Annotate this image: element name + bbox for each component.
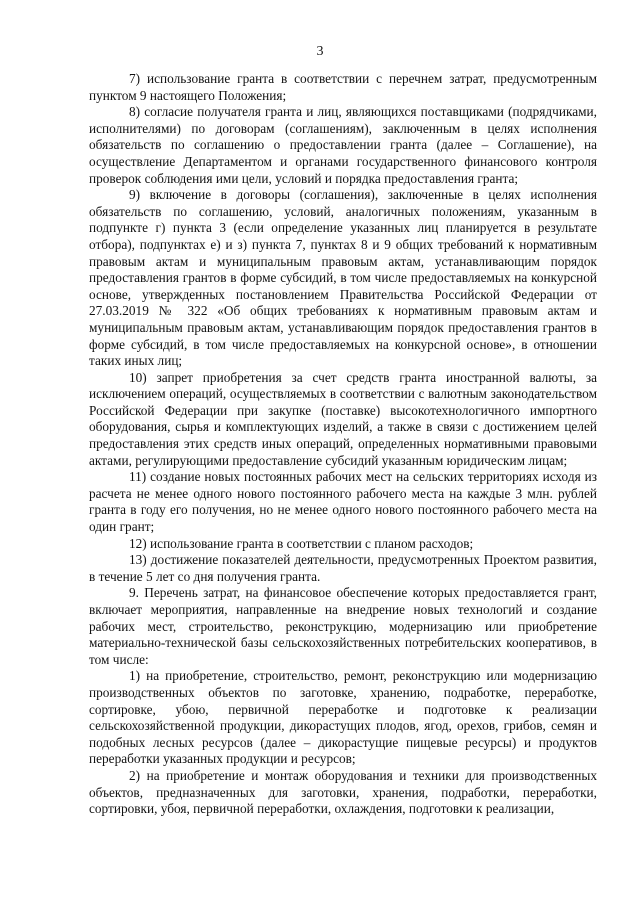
paragraph-subitem-1: 1) на приобретение, строительство, ремонт, реконструкцию или модернизацию производственных объектов по заготовке, хранению, подработке, переработке, сортировке, убою, первичной переработке и подготовке к реализации сельскохозяйственной продукции, дикорастущих плодов, ягод, орехов, грибов, семян и подобных лесных ресурсов (далее – дикорастущие пищевые ресурсы) и продуктов переработки указанных продукции и ресурсов;: [89, 668, 597, 767]
paragraph-item-13: 13) достижение показателей деятельности, предусмотренных Проектом развития, в течение 5 лет со дня получения гранта.: [89, 552, 597, 584]
paragraph-item-8: 8) согласие получателя гранта и лиц, являющихся поставщиками (подрядчиками, исполнителями) по договорам (соглашениям), заключенным в целях исполнения обязательств по соглашению о предоставлении гранта (далее – Соглашение), на осуществление Департаментом и органами государственного финансового контроля проверок соблюдения ими цели, условий и порядка предоставления гранта;: [89, 104, 597, 186]
paragraph-item-11: 11) создание новых постоянных рабочих мест на сельских территориях исходя из расчета не менее одного нового постоянного рабочего места на каждые 3 млн. рублей гранта в году его получения, но не менее одного нового постоянного рабочего места на один грант;: [89, 469, 597, 535]
paragraph-item-9: 9) включение в договоры (соглашения), заключенные в целях исполнения обязательств по соглашению, условий, аналогичных положениям, указанным в подпункте г) пункта 3 (если определение указанных лиц планируется в результате отбора), подпунктах е) и з) пункта 7, пунктах 8 и 9 общих требований к нормативным правовым актам и муниципальным правовым актам, устанавливающим порядок предоставления грантов в форме субсидий, в том числе предоставляемых на конкурсной основе, утвержденных постановлением Правительства Российской Федерации от 27.03.2019 № 322 «Об общих требованиях к нормативным правовым актам и муниципальным правовым актам, устанавливающим порядок предоставления грантов в форме субсидий, в том числе предоставляемых на конкурсной основе», в отношении таких иных лиц;: [89, 187, 597, 369]
page-number: 3: [316, 44, 324, 59]
document-body: [89, 71, 597, 818]
paragraph-item-12: 12) использование гранта в соответствии с планом расходов;: [129, 535, 474, 551]
paragraph-item-10: 10) запрет приобретения за счет средств гранта иностранной валюты, за исключением операций, осуществляемых в соответствии с валютным законодательством Российской Федерации при закупке (поставке) высокотехнологичного импортного оборудования, сырья и комплектующих изделий, а также в связи с достижением целей предоставления этих средств иных операций, определенных нормативными правовыми актами, регулирующими предоставление субсидий указанным юридическим лицам;: [89, 369, 597, 468]
paragraph-item-7: 7) использование гранта в соответствии с перечнем затрат, предусмотренным пунктом 9 настоящего Положения;: [89, 71, 597, 103]
paragraph-section-9: 9. Перечень затрат, на финансовое обеспечение которых предоставляется грант, включает мероприятия, направленные на внедрение новых технологий и создание рабочих мест, строительство, реконструкцию, модернизацию или приобретение материально-технической базы сельскохозяйственных потребительских кооперативов, в том числе:: [89, 585, 597, 667]
paragraph-subitem-2: 2) на приобретение и монтаж оборудования и техники для производственных объектов, предназначенных для заготовки, хранения, подработки, переработки, сортировки, убоя, первичной переработки, охлаждения, подготовки к реализации,: [89, 767, 597, 817]
